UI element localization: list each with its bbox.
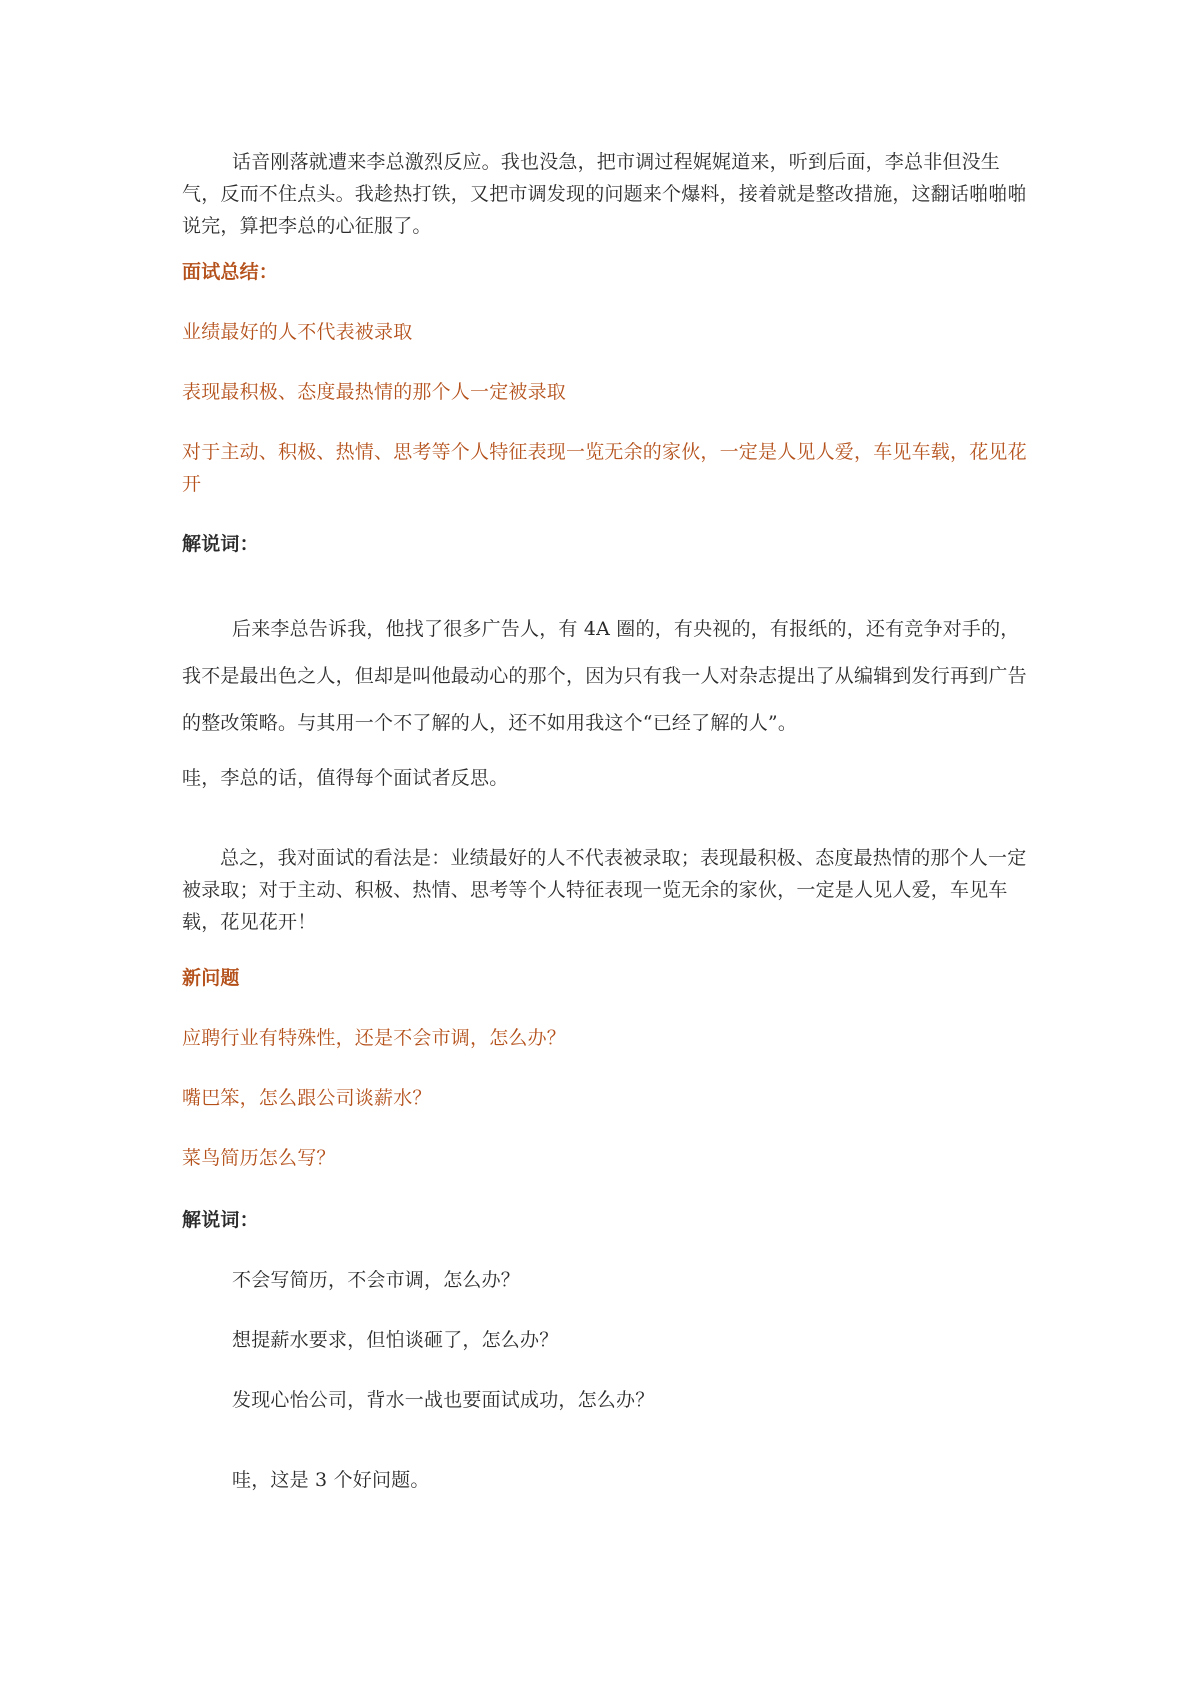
summary-heading: 面试总结： <box>182 261 279 283</box>
intro-paragraph: 话音刚落就遭来李总激烈反应。我也没急，把市调过程娓娓道来，听到后面，李总非但没生气，反而不住点头。我趁热打铁，又把市调发现的问题来个爆料，接着就是整改措施，这翻话啪啪啪说完，算把李总的心征服了。 <box>182 151 1027 237</box>
new-question-3: 菜鸟简历怎么写？ <box>182 1147 336 1169</box>
conclusion-paragraph: 总之，我对面试的看法是：业绩最好的人不代表被录取；表现最积极、态度最热情的那个人一定被录取；对于主动、积极、热情、思考等个人特征表现一览无余的家伙，一定是人见人爱，车见车载，花见花开！ <box>182 847 1027 933</box>
new-questions-heading: 新问题 <box>182 967 240 989</box>
commentary-heading-2: 解说词： <box>182 1209 259 1231</box>
new-question-1: 应聘行业有特殊性，还是不会市调，怎么办？ <box>182 1027 567 1049</box>
summary-item-1: 业绩最好的人不代表被录取 <box>182 321 413 343</box>
later-paragraph: 后来李总告诉我，他找了很多广告人，有 4A 圈的，有央视的，有报纸的，还有竞争对手的，我不是最出色之人，但却是叫他最动心的那个，因为只有我一人对杂志提出了从编辑到发行再到广告的整改策略。与其用一个不了解的人，还不如用我这个“已经了解的人”。 <box>182 618 1027 734</box>
summary-item-3: 对于主动、积极、热情、思考等个人特征表现一览无余的家伙，一定是人见人爱，车见车载，花见花开 <box>182 441 1027 495</box>
summary-item-2: 表现最积极、态度最热情的那个人一定被录取 <box>182 381 567 403</box>
commentary-item-1: 不会写简历，不会市调，怎么办？ <box>232 1269 521 1291</box>
commentary-item-2: 想提薪水要求，但怕谈砸了，怎么办？ <box>232 1329 559 1351</box>
closing-line: 哇，这是 3 个好问题。 <box>232 1469 430 1491</box>
commentary-heading-1: 解说词： <box>182 533 259 555</box>
new-question-2: 嘴巴笨，怎么跟公司谈薪水？ <box>182 1087 432 1109</box>
wow-line: 哇，李总的话，值得每个面试者反思。 <box>182 767 509 789</box>
commentary-item-3: 发现心怡公司，背水一战也要面试成功，怎么办？ <box>232 1389 655 1411</box>
